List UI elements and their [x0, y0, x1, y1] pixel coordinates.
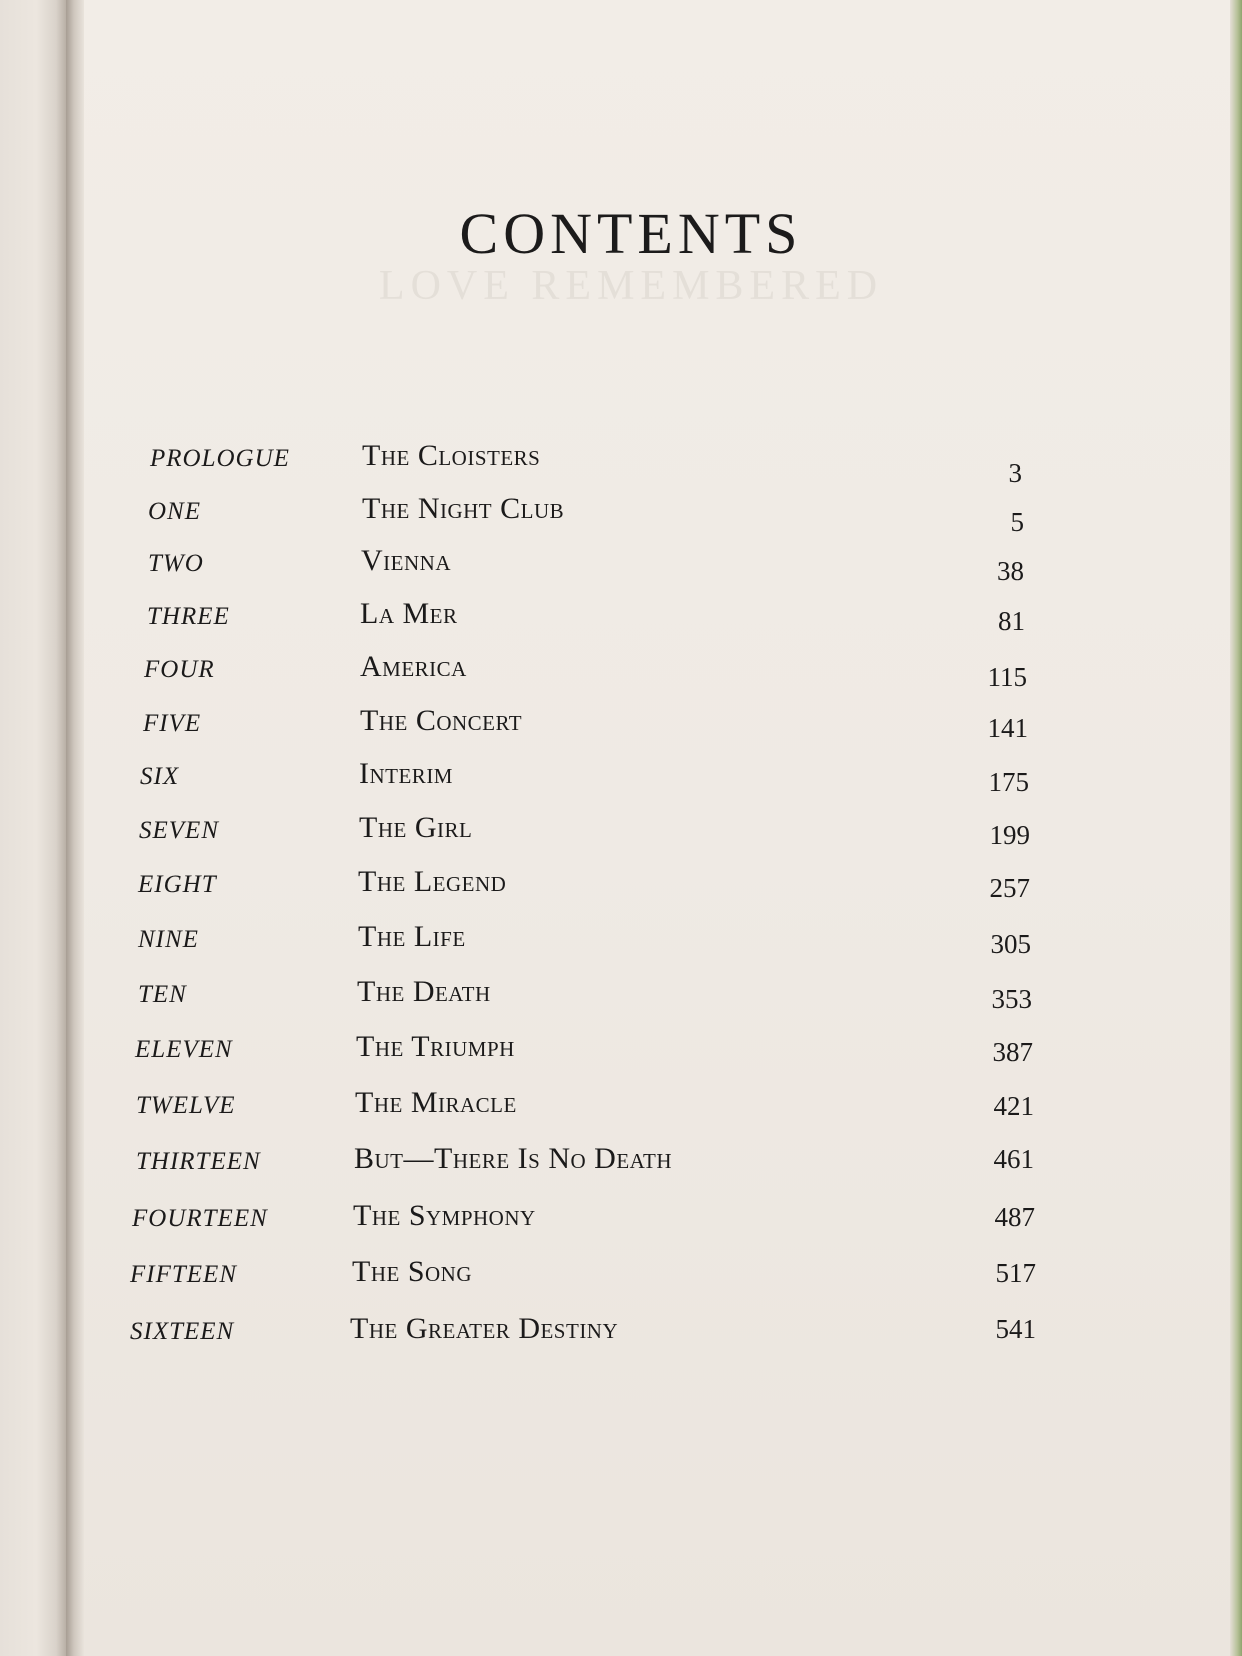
toc-entry: [0, 650, 1242, 690]
toc-entry: [0, 544, 1242, 584]
chapter-page-number: 257: [989, 873, 1030, 903]
toc-entry: [0, 492, 1242, 537]
chapter-number: TWELVE: [136, 1092, 236, 1119]
chapter-page-number: 353: [991, 984, 1032, 1014]
chapter-number: ONE: [148, 498, 201, 525]
chapter-number: FIFTEEN: [130, 1261, 237, 1288]
chapter-title: The Girl: [359, 811, 473, 844]
chapter-title: The Death: [357, 975, 491, 1008]
toc-entry: [0, 1030, 1242, 1070]
toc-entry: [0, 1312, 1242, 1352]
chapter-page-number: 517: [995, 1258, 1036, 1288]
chapter-number: THIRTEEN: [136, 1148, 261, 1175]
chapter-page-number: 3: [1008, 458, 1022, 488]
toc-entry: [0, 1142, 1242, 1182]
chapter-title: The Legend: [358, 865, 507, 898]
chapter-page-number: 115: [987, 662, 1027, 692]
chapter-number: TWO: [148, 550, 204, 577]
chapter-title: The Night Club: [362, 492, 565, 525]
chapter-title: The Greater Destiny: [350, 1312, 619, 1345]
toc-entry: [0, 1086, 1242, 1126]
chapter-number: FIVE: [143, 710, 202, 737]
toc-entry: [0, 920, 1242, 960]
chapter-title: The Triumph: [356, 1030, 515, 1063]
chapter-page-number: 461: [993, 1144, 1034, 1174]
chapter-number: PROLOGUE: [150, 445, 290, 472]
chapter-title: But—There Is No Death: [354, 1142, 672, 1175]
toc-entry: [0, 439, 1242, 488]
chapter-number: FOUR: [144, 656, 215, 683]
chapter-title: The Cloisters: [362, 439, 541, 472]
chapter-page-number: 199: [989, 820, 1030, 850]
chapter-page-number: 487: [994, 1202, 1035, 1232]
chapter-title: The Concert: [360, 704, 523, 737]
chapter-number: SIXTEEN: [130, 1318, 235, 1345]
contents-heading: CONTENTS: [459, 201, 803, 266]
toc-entry: [0, 865, 1242, 905]
chapter-number: TEN: [138, 981, 187, 1008]
chapter-title: The Life: [358, 920, 466, 953]
chapter-page-number: 387: [992, 1037, 1033, 1067]
chapter-page-number: 421: [993, 1091, 1034, 1121]
toc-entry: [0, 1255, 1242, 1295]
toc-entry: [0, 811, 1242, 851]
chapter-number: FOURTEEN: [132, 1205, 268, 1232]
chapter-number: EIGHT: [138, 871, 217, 898]
toc-entry: [0, 704, 1242, 744]
chapter-title: Interim: [359, 757, 453, 790]
chapter-page-number: 305: [990, 929, 1031, 959]
chapter-number: NINE: [138, 926, 199, 953]
chapter-page-number: 5: [1010, 507, 1024, 537]
chapter-page-number: 81: [998, 606, 1025, 636]
toc-entry: [0, 1199, 1242, 1239]
chapter-title: La Mer: [360, 597, 458, 630]
chapter-number: THREE: [147, 603, 230, 630]
chapter-number: SIX: [140, 763, 180, 790]
chapter-title: Vienna: [361, 544, 451, 577]
toc-entry: [0, 975, 1242, 1015]
toc-entry: [0, 597, 1242, 637]
chapter-title: The Miracle: [355, 1086, 517, 1119]
chapter-page-number: 38: [997, 556, 1024, 586]
chapter-number: ELEVEN: [135, 1036, 233, 1063]
chapter-number: SEVEN: [139, 817, 219, 844]
chapter-page-number: 541: [995, 1314, 1036, 1344]
chapter-title: The Symphony: [353, 1199, 536, 1232]
toc-entry: [0, 757, 1242, 797]
chapter-title: America: [360, 650, 467, 683]
chapter-title: The Song: [352, 1255, 472, 1288]
chapter-page-number: 141: [987, 713, 1028, 743]
chapter-page-number: 175: [988, 767, 1029, 797]
